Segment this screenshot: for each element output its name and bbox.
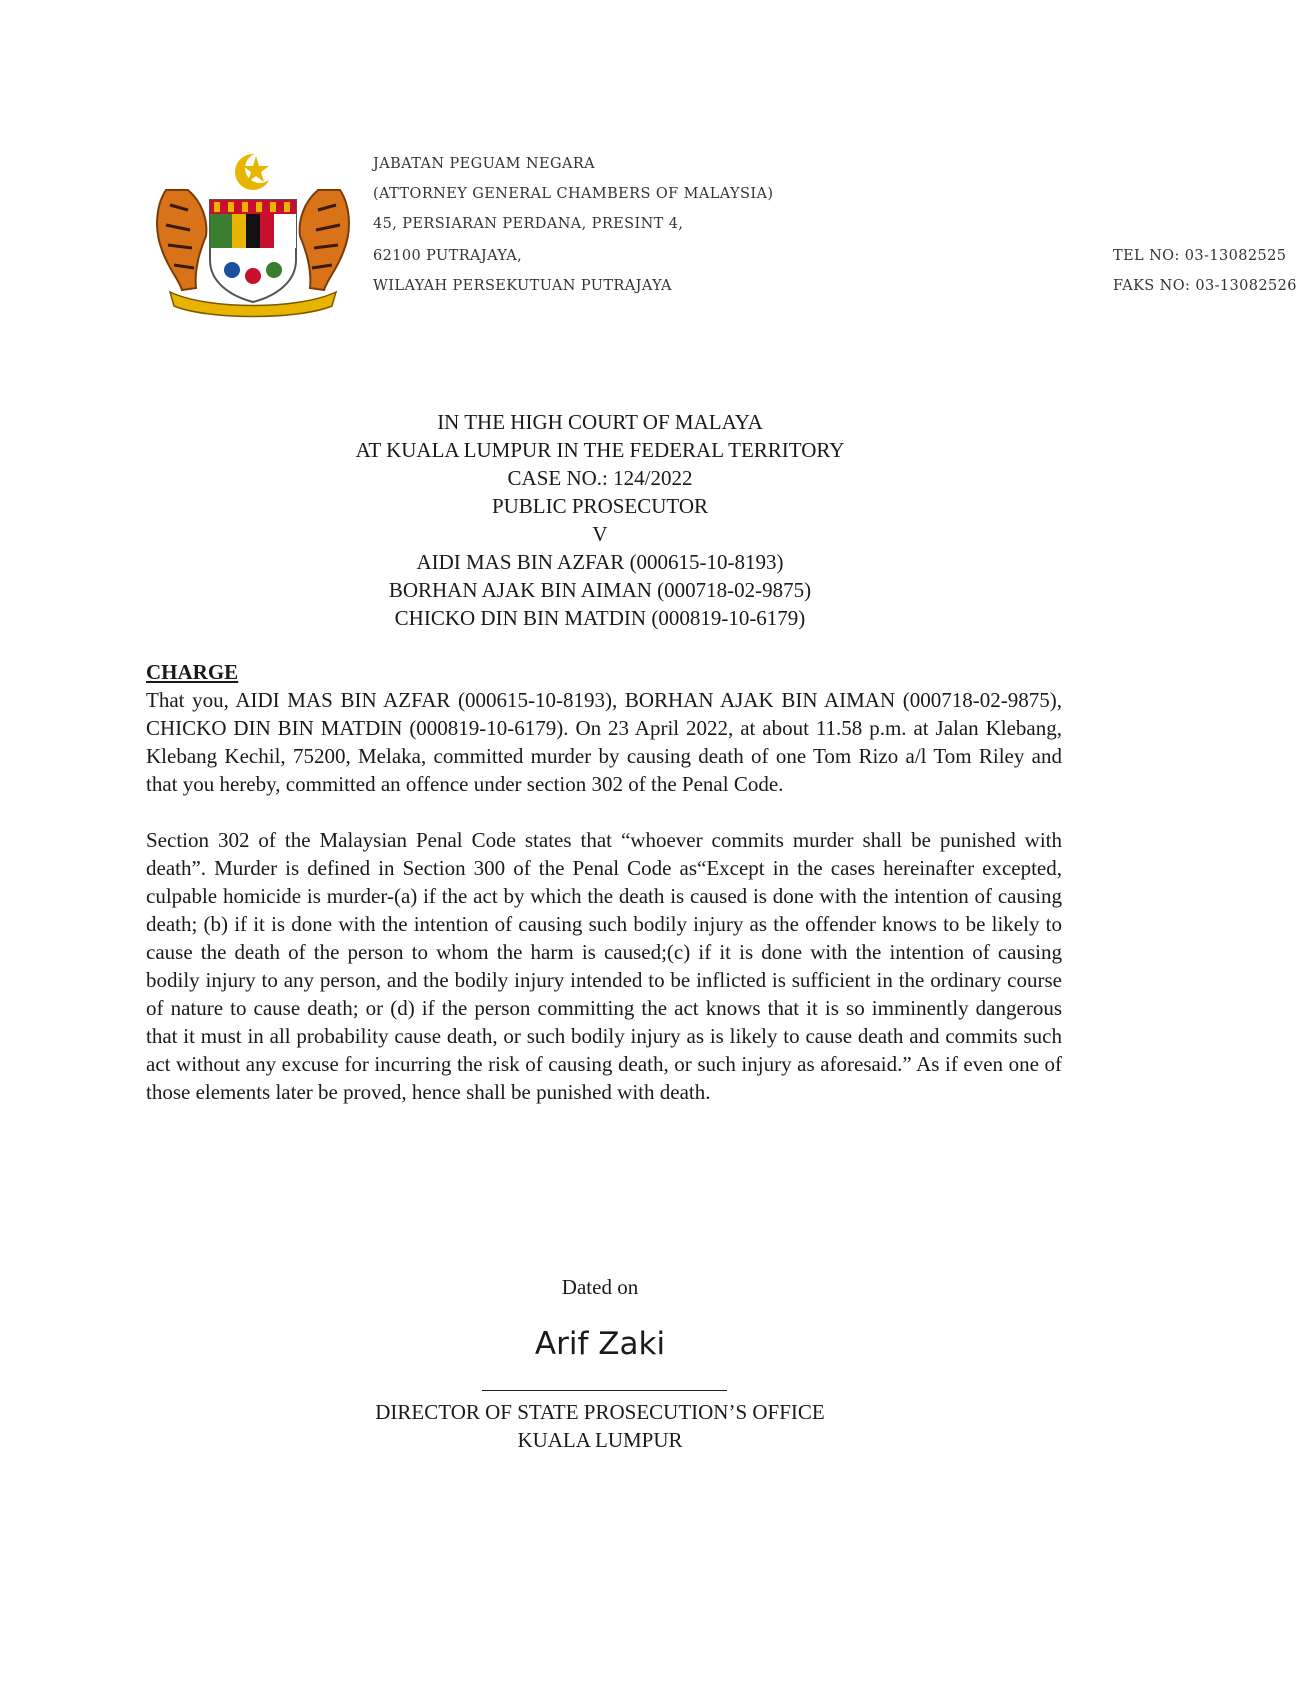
dated-label: Dated on [561, 1275, 639, 1299]
prosecution-party: PUBLIC PROSECUTOR [491, 494, 709, 518]
court-location: AT KUALA LUMPUR IN THE FEDERAL TERRITORY [355, 438, 845, 462]
signature-line [482, 1390, 727, 1391]
case-title-block [0, 408, 1200, 632]
versus-marker: V [592, 522, 608, 546]
letterhead-telephone: TEL NO: 03-13082525 [1113, 248, 1287, 264]
letterhead-department: JABATAN PEGUAM NEGARA [373, 156, 596, 172]
penal-code-paragraph: Section 302 of the Malaysian Penal Code states that “whoever commits murder shall be punished with death”. Murder is defined in Section 300 of the Penal Code as“Except in the cases hereinafter excepted, culpable homicide is murder-(a) if the act by which the death is caused is done with the intention of causing death; (b) if it is done with the intention of causing such bodily injury as the offender knows to be likely to cause the death of the person to whom the harm is caused;(c) if it is done with the intention of causing bodily injury to any person, and the bodily injury intended to be inflicted is sufficient in the ordinary course of nature to cause death; or (d) if the person committing the act knows that it is so imminently dangerous that it must in all probability cause death, or such bodily injury as is likely to cause death and commits such act without any excuse for incurring the risk of causing death, or such injury as aforesaid.” As if even one of those elements later be proved, hence shall be punished with death. [146, 828, 1062, 1104]
letterhead-fax: FAKS NO: 03-13082526 [1113, 278, 1297, 294]
charge-paragraph: That you, AIDI MAS BIN AZFAR (000615-10-8193), BORHAN AJAK BIN AIMAN (000718-02-9875), CHICKO DIN BIN MATDIN (000819-10-6179). On 23 April 2022, at about 11.58 p.m. at Jalan Klebang, Klebang Kechil, 75200, Melaka, committed murder by causing death of one Tom Rizo a/l Tom Riley and that you hereby, committed an offence under section 302 of the Penal Code. [146, 688, 1062, 796]
letterhead-address-line-1: 45, PERSIARAN PERDANA, PRESINT 4, [373, 216, 684, 232]
letterhead-address-line-3: WILAYAH PERSEKUTUAN PUTRAJAYA [373, 278, 672, 294]
signatory-office [0, 1398, 1200, 1454]
letterhead [148, 140, 1297, 340]
accused-2: BORHAN AJAK BIN AIMAN (000718-02-9875) [388, 578, 812, 602]
accused-1: AIDI MAS BIN AZFAR (000615-10-8193) [416, 550, 784, 574]
malaysia-coat-of-arms-icon [148, 150, 358, 320]
signatory-office-location: KUALA LUMPUR [517, 1428, 683, 1452]
letterhead-department-english: (ATTORNEY GENERAL CHAMBERS OF MALAYSIA) [373, 186, 774, 202]
case-number: CASE NO.: 124/2022 [507, 466, 693, 490]
letterhead-address-line-2: 62100 PUTRAJAYA, [373, 248, 523, 264]
charge-section [146, 658, 1062, 1134]
accused-3: CHICKO DIN BIN MATDIN (000819-10-6179) [394, 606, 806, 630]
charge-heading: CHARGE [146, 660, 239, 684]
court-name: IN THE HIGH COURT OF MALAYA [437, 410, 763, 434]
signatory-name: Arif Zaki [534, 1326, 666, 1362]
signatory-office-title: DIRECTOR OF STATE PROSECUTION’S OFFICE [375, 1400, 825, 1424]
